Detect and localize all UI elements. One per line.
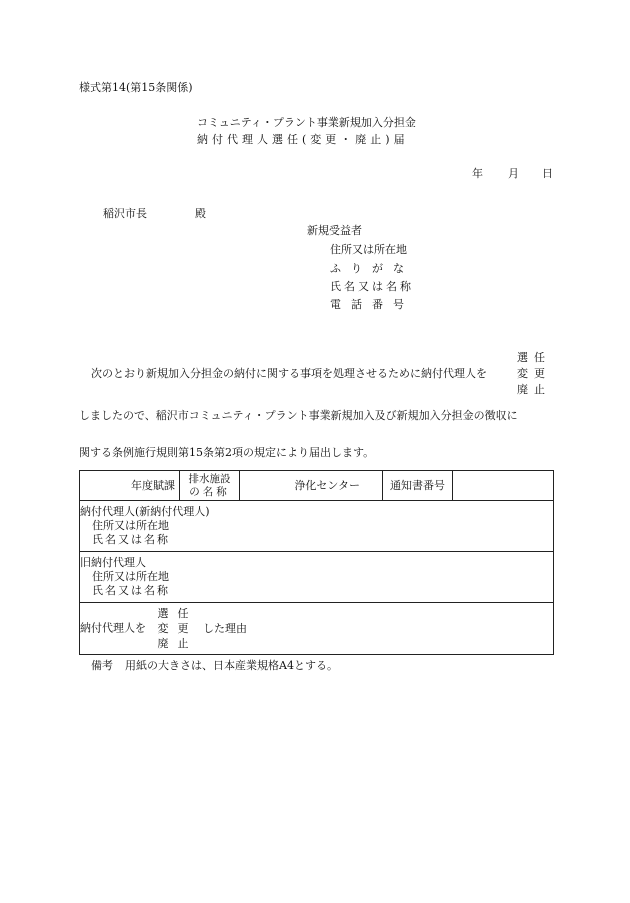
facility-label-line1: 排水施設 <box>188 472 231 485</box>
facility-label-line2: の名称 <box>189 485 230 498</box>
body-option-select: 選任 <box>517 351 551 364</box>
reason-suffix: した理由 <box>203 621 247 635</box>
reason-options <box>158 606 198 651</box>
new-agent-heading: 納付代理人(新納付代理人) <box>80 505 210 519</box>
notice-number-value[interactable] <box>453 471 554 501</box>
new-agent-row <box>80 501 554 552</box>
old-agent-cell[interactable] <box>80 552 554 603</box>
note-text: 用紙の大きさは、日本産業規格A4とする。 <box>125 659 338 672</box>
facility-name-label <box>180 471 240 501</box>
applicant-furigana-label: ふりがな <box>330 262 414 275</box>
new-agent-cell[interactable] <box>80 501 554 552</box>
addressee-mayor: 稲沢市長 <box>103 207 147 220</box>
table-header-row <box>80 471 554 501</box>
body-line3: 関する条例施行規則第15条第2項の規定により届出します。 <box>79 446 375 459</box>
notice-number-label: 通知書番号 <box>383 471 453 501</box>
reason-row <box>80 603 554 655</box>
new-agent-name-label: 氏名又は名称 <box>92 532 170 546</box>
applicant-address-label: 住所又は所在地 <box>330 243 407 256</box>
body-option-change: 変更 <box>517 367 551 380</box>
facility-name-value: 浄化センター <box>240 471 383 501</box>
body-line2: しましたので、稲沢市コミュニティ・プラント事業新規加入及び新規加入分担金の徴収に <box>79 409 518 422</box>
agent-form-table <box>79 470 554 655</box>
applicant-name-label: 氏名又は名称 <box>330 280 414 293</box>
applicant-phone-label: 電話番号 <box>330 298 414 311</box>
old-agent-name-label: 氏名又は名称 <box>92 583 170 597</box>
year-levy-label: 年度賦課 <box>80 471 180 501</box>
date-day: 日 <box>542 167 553 180</box>
reason-prefix: 納付代理人を <box>80 621 146 635</box>
body-option-abolish: 廃止 <box>517 383 551 396</box>
date-month: 月 <box>508 167 519 180</box>
new-agent-address-label: 住所又は所在地 <box>92 519 169 533</box>
applicant-heading: 新規受益者 <box>307 224 362 237</box>
reason-cell[interactable] <box>80 603 554 655</box>
body-line1: 次のとおり新規加入分担金の納付に関する事項を処理させるために納付代理人を <box>91 367 487 380</box>
note-label: 備考 <box>91 659 113 672</box>
form-title-line1: コミュニティ・プラント事業新規加入分担金 <box>197 116 416 129</box>
reason-option-select: 選任 <box>157 607 198 620</box>
old-agent-row <box>80 552 554 603</box>
form-title-line2: 納付代理人選任(変更・廃止)届 <box>197 133 409 146</box>
reason-option-change: 変更 <box>157 622 198 635</box>
old-agent-address-label: 住所又は所在地 <box>92 570 169 584</box>
addressee-honorific: 殿 <box>195 207 206 220</box>
old-agent-heading: 旧納付代理人 <box>80 556 146 570</box>
reason-option-abolish: 廃止 <box>157 637 198 650</box>
form-number: 様式第14(第15条関係) <box>79 81 193 94</box>
date-year: 年 <box>472 167 483 180</box>
